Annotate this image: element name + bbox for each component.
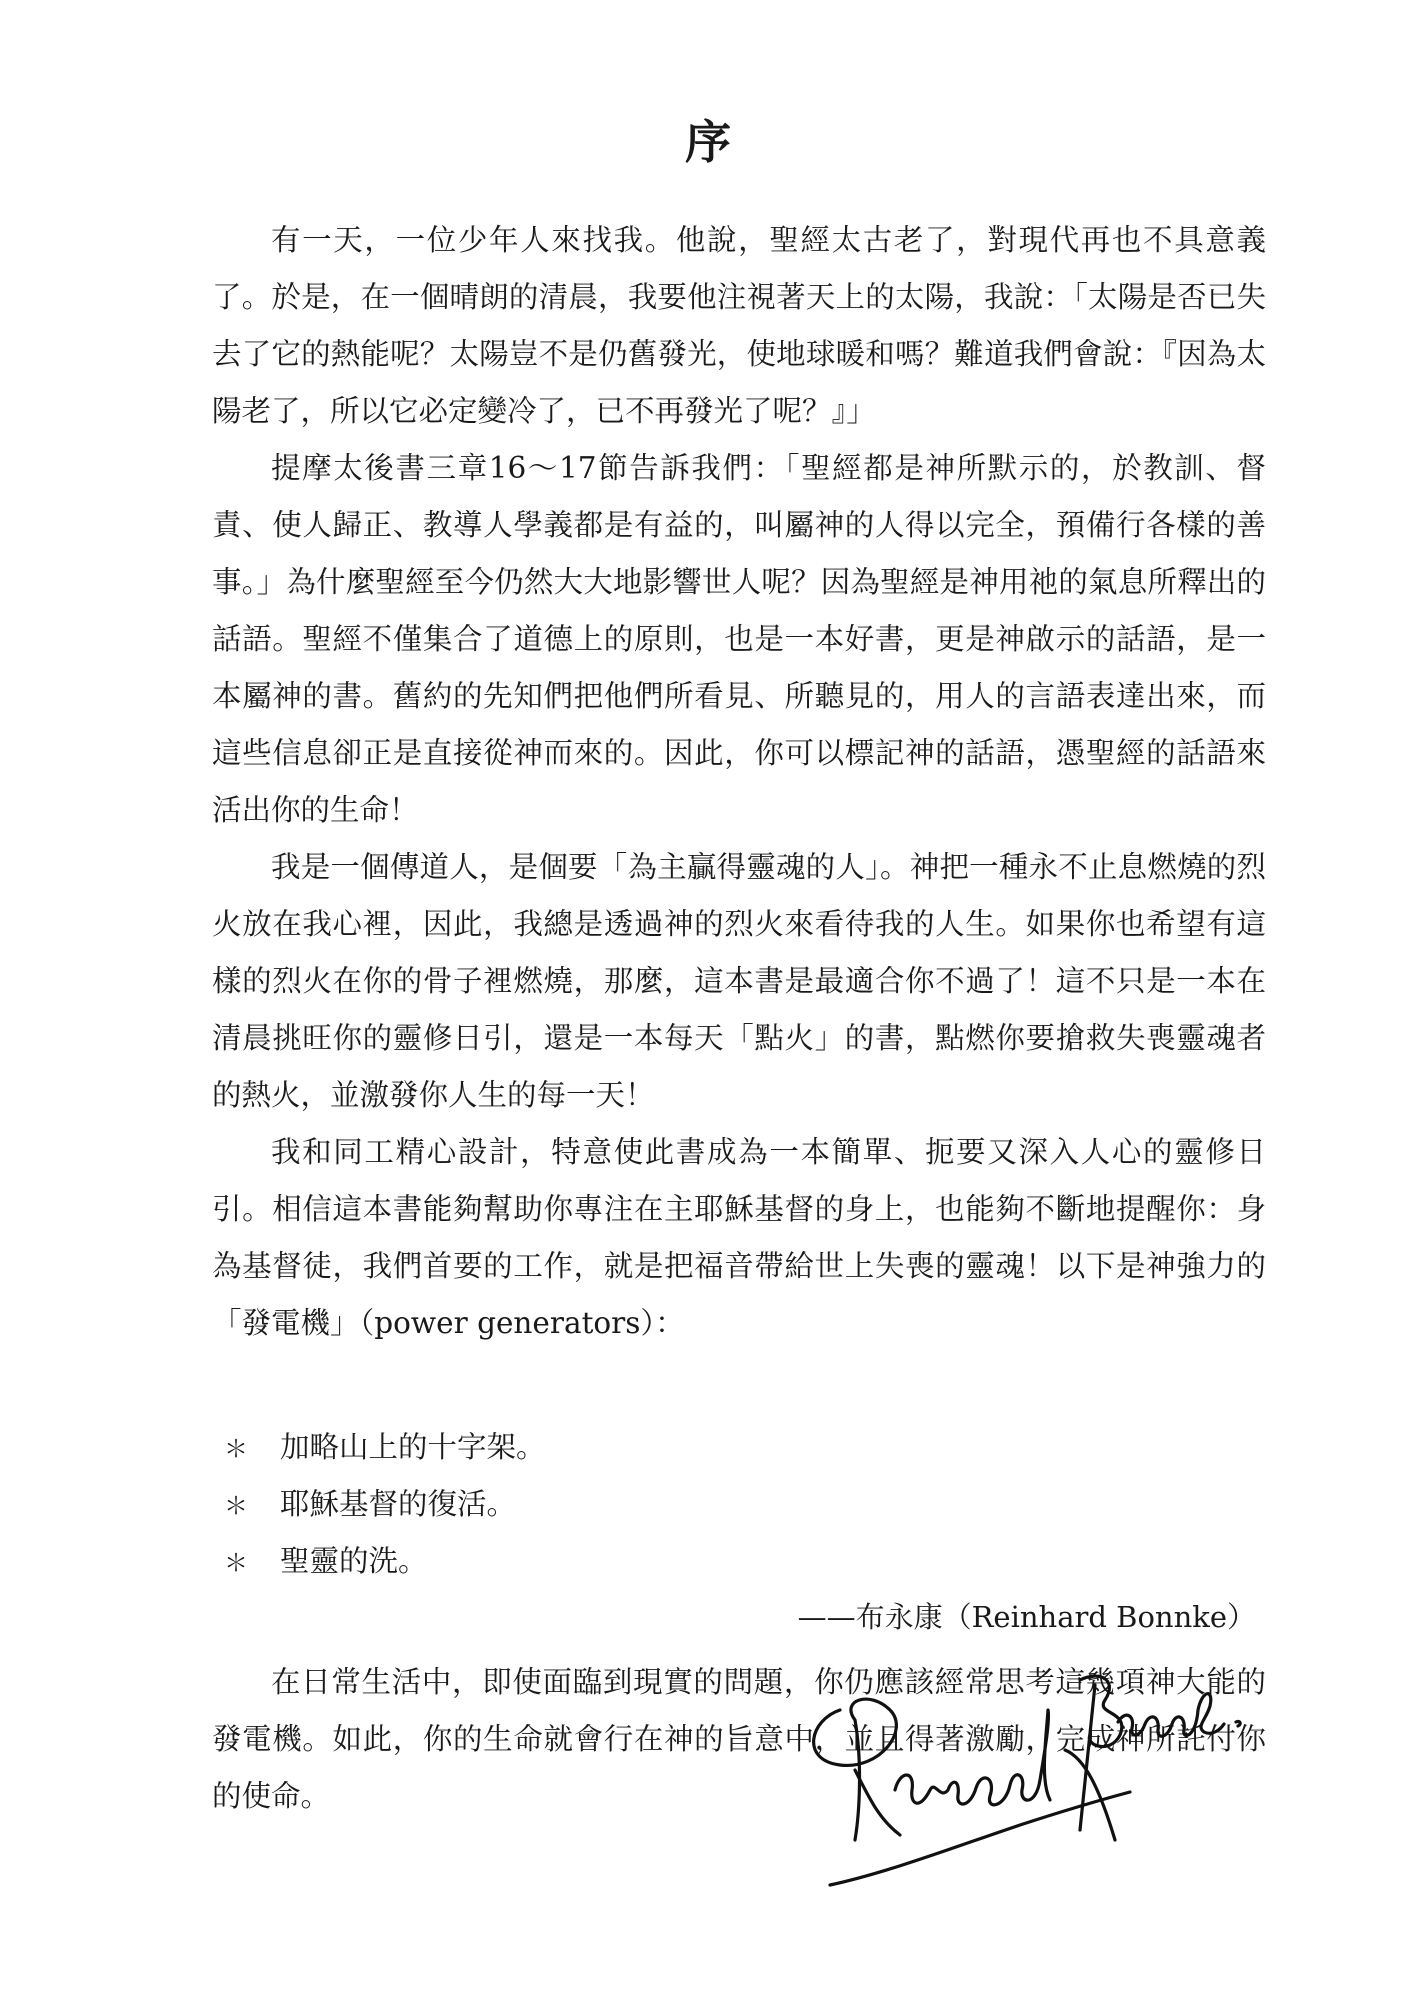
page-title: 序	[685, 115, 731, 169]
list-item	[224, 1533, 1266, 1590]
asterisk-icon: ＊	[224, 1492, 248, 1520]
closing-paragraph: 在日常生活中，即使面臨到現實的問題，你仍應該經常思考這幾項神大能的發電機。如此，你的生命就會行在神的旨意中，並且得著激勵，完成神所託付你的使命。	[212, 1665, 1266, 1813]
list-item-text: 聖靈的洗。	[280, 1544, 428, 1578]
asterisk-icon: ＊	[224, 1435, 248, 1463]
bullet-list	[212, 1419, 1266, 1590]
body-text	[212, 212, 1266, 1825]
paragraph: 提摩太後書三章16～17節告訴我們：「聖經都是神所默示的，於教訓、督責、使人歸正、教導人學義都是有益的，叫屬神的人得以完全，預備行各樣的善事。」為什麼聖經至今仍然大大地影響世人呢？因為聖經是神用祂的氣息所釋出的話語。聖經不僅集合了道德上的原則，也是一本好書，更是神啟示的話語，是一本屬神的書。舊約的先知們把他們所看見、所聽見的，用人的言語表達出來，而這些信息卻正是直接從神而來的。因此，你可以標記神的話語，憑聖經的話語來活出你的生命！	[212, 451, 1266, 827]
list-item	[224, 1476, 1266, 1533]
list-item-text: 耶穌基督的復活。	[280, 1487, 517, 1521]
paragraph: 我和同工精心設計，特意使此書成為一本簡單、扼要又深入人心的靈修日引。相信這本書能夠幫助你專注在主耶穌基督的身上，也能夠不斷地提醒你：身為基督徒，我們首要的工作，就是把福音帶給世上失喪的靈魂！以下是神強力的「發電機」（power generators）：	[212, 1135, 1266, 1340]
asterisk-icon: ＊	[224, 1549, 248, 1577]
list-item	[224, 1419, 1266, 1476]
list-item-text: 加略山上的十字架。	[280, 1430, 546, 1464]
handwritten-signature	[800, 1640, 1260, 1910]
paragraph: 我是一個傳道人，是個要「為主贏得靈魂的人」。神把一種永不止息燃燒的烈火放在我心裡，因此，我總是透過神的烈火來看待我的人生。如果你也希望有這樣的烈火在你的骨子裡燃燒，那麼，這本書是最適合你不過了！這不只是一本在清晨挑旺你的靈修日引，還是一本每天「點火」的書，點燃你要搶救失喪靈魂者的熱火，並激發你人生的每一天！	[212, 850, 1266, 1112]
author-line: ——布永康（Reinhard Bonnke）	[797, 1600, 1256, 1634]
paragraph: 有一天，一位少年人來找我。他說，聖經太古老了，對現代再也不具意義了。於是，在一個晴朗的清晨，我要他注視著天上的太陽，我說：「太陽是否已失去了它的熱能呢？太陽豈不是仍舊發光，使地球暖和嗎？難道我們會說：『因為太陽老了，所以它必定變冷了，已不再發光了呢？』」	[212, 223, 1266, 428]
